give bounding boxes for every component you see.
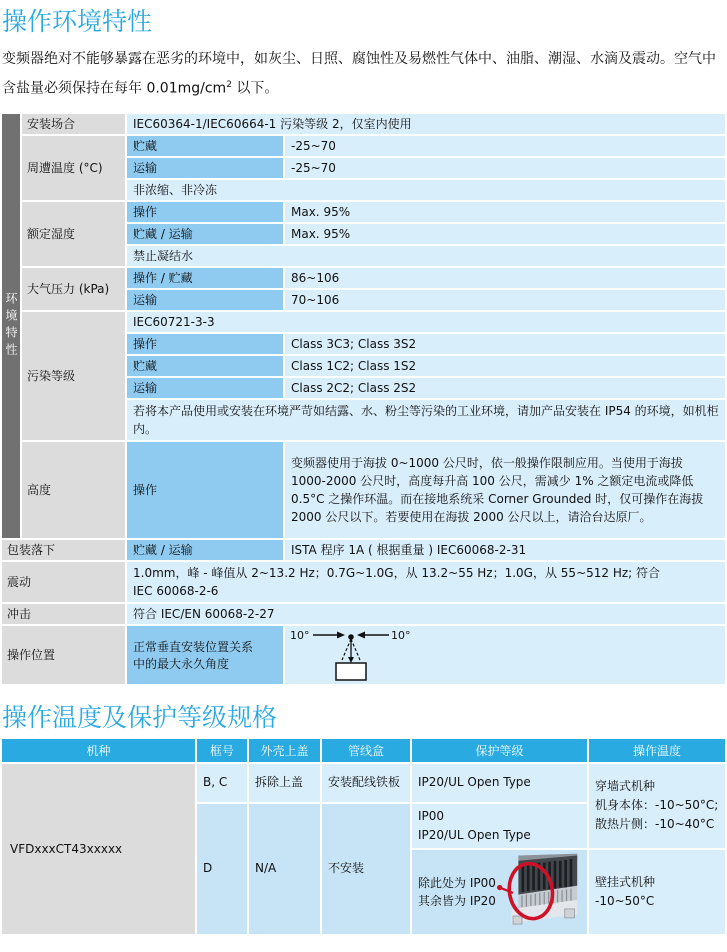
drive-heatsink-photo [497, 852, 579, 932]
intro-paragraph [2, 46, 725, 102]
pollution-transport-key: 运输 [127, 378, 283, 398]
package-drop-key: 贮藏 / 运输 [127, 540, 283, 560]
temp-wall-mounted-cell: 壁挂式机种 -10~50°C [589, 850, 725, 934]
col-header-frame: 框号 [197, 739, 247, 762]
ambient-temp-label: 周遭温度 (°C) [22, 136, 125, 200]
ambient-temp-note: 非浓缩、非冷冻 [127, 180, 725, 200]
col-header-operating-temp: 操作温度 [589, 739, 725, 762]
table-row [2, 764, 725, 802]
temperature-protection-table [0, 737, 727, 936]
pressure-label: 大气压力 (kPa) [22, 268, 125, 310]
ambient-temp-storage-key: 贮藏 [127, 136, 283, 156]
intro-text-b: 以下。 [231, 80, 279, 97]
pressure-transport-key: 运输 [127, 290, 283, 310]
intro-text-a: 变频器绝对不能够暴露在恶劣的环境中，如灰尘、日照、腐蚀性及易燃性气体中、油脂、潮湿、水滴及震动。空气中含盐量必须保持在每年 0.01mg/cm [2, 51, 716, 97]
pressure-operation-key: 操作 / 贮藏 [127, 268, 283, 288]
pressure-transport-value: 70~106 [285, 290, 725, 310]
position-diagram-cell [285, 626, 725, 684]
humidity-storage-value: Max. 95% [285, 224, 725, 244]
pollution-note: 若将本产品使用或安装在环境严苛如结露、水、粉尘等污染的工业环境，请加产品安装在 IP54 的环境，如机柜内。 [127, 400, 725, 440]
humidity-note: 禁止凝结水 [127, 246, 725, 266]
position-label: 操作位置 [2, 626, 125, 684]
section1-title: 操作环境特性 [2, 7, 153, 36]
environment-characteristics-table [0, 112, 727, 686]
svg-text:10°: 10° [391, 628, 411, 642]
cover-removed-cell: 拆除上盖 [249, 764, 320, 802]
position-key: 正常垂直安装位置关系 中的最大永久角度 [127, 626, 283, 684]
frame-d-cell: D [197, 804, 247, 934]
pollution-transport-value: Class 2C2; Class 2S2 [285, 378, 725, 398]
altitude-label: 高度 [22, 442, 125, 538]
conduit-none-cell: 不安装 [322, 804, 410, 934]
pollution-operation-key: 操作 [127, 334, 283, 354]
package-drop-value: ISTA 程序 1A ( 根据重量 ) IEC60068-2-31 [285, 540, 725, 560]
shock-label: 冲击 [2, 604, 125, 624]
pollution-storage-value: Class 1C2; Class 1S2 [285, 356, 725, 376]
pollution-standard: IEC60721-3-3 [127, 312, 725, 332]
humidity-operation-key: 操作 [127, 202, 283, 222]
conduit-plate-cell: 安装配线铁板 [322, 764, 410, 802]
shock-value: 符合 IEC/EN 60068-2-27 [127, 604, 725, 624]
model-cell: VFDxxxCT43xxxxx [2, 764, 195, 934]
humidity-storage-key: 贮藏 / 运输 [127, 224, 283, 244]
pollution-storage-key: 贮藏 [127, 356, 283, 376]
protection-note-text: 除此处为 IP00 其余皆为 IP20 [418, 875, 496, 908]
ambient-temp-transport-value: -25~70 [285, 158, 725, 178]
ambient-temp-transport-key: 运输 [127, 158, 283, 178]
install-site-value: IEC60364-1/IEC60664-1 污染等级 2，仅室内使用 [127, 114, 725, 134]
temp-wall-through-cell: 穿墙式机种 机身本体：-10~50°C; 散热片侧：-10~40°C [589, 764, 725, 848]
package-drop-label: 包装落下 [2, 540, 125, 560]
pollution-label: 污染等级 [22, 312, 125, 440]
cover-na-cell: N/A [249, 804, 320, 934]
humidity-operation-value: Max. 95% [285, 202, 725, 222]
install-site-label: 安装场合 [22, 114, 125, 134]
protection-note-cell [412, 850, 587, 934]
col-header-protection-level: 保护等级 [412, 739, 587, 762]
col-header-cover: 外壳上盖 [249, 739, 320, 762]
intro-superscript: 2 [226, 80, 232, 90]
side-strip-env-characteristics [2, 114, 20, 538]
svg-text:10°: 10° [290, 628, 310, 642]
col-header-model: 机种 [2, 739, 195, 762]
pollution-operation-value: Class 3C3; Class 3S2 [285, 334, 725, 354]
tilt-angle-diagram [289, 627, 415, 683]
protection-ip00-cell: IP00 IP20/UL Open Type [412, 804, 587, 848]
section2-title: 操作温度及保护等级规格 [2, 702, 278, 732]
frame-bc-cell: B, C [197, 764, 247, 802]
vibration-label: 震动 [2, 562, 125, 602]
pressure-operation-value: 86~106 [285, 268, 725, 288]
vibration-value: 1.0mm，峰 - 峰值从 2~13.2 Hz；0.7G~1.0G，从 13.2~55 Hz；1.0G，从 55~512 Hz; 符合 IEC 60068-2-6 [127, 562, 725, 602]
humidity-label: 额定湿度 [22, 202, 125, 266]
side-strip-label: 环境特性 [4, 291, 18, 360]
ambient-temp-storage-value: -25~70 [285, 136, 725, 156]
altitude-operation-key: 操作 [127, 442, 283, 538]
col-header-conduit-box: 管线盒 [322, 739, 410, 762]
protection-ip20-cell: IP20/UL Open Type [412, 764, 587, 802]
altitude-operation-value: 变频器使用于海拔 0~1000 公尺时，依一般操作限制应用。当使用于海拔 1000-2000 公尺时，高度每升高 100 公尺，需减少 1% 之额定电流或降低 0.5°C 之操作环温。而在接地系统采 Corner Grounded 时，仅可操作在海拔 2000 公尺以下。若要使用在海拔 2000 公尺以上，请洽台达原厂。 [285, 442, 725, 538]
